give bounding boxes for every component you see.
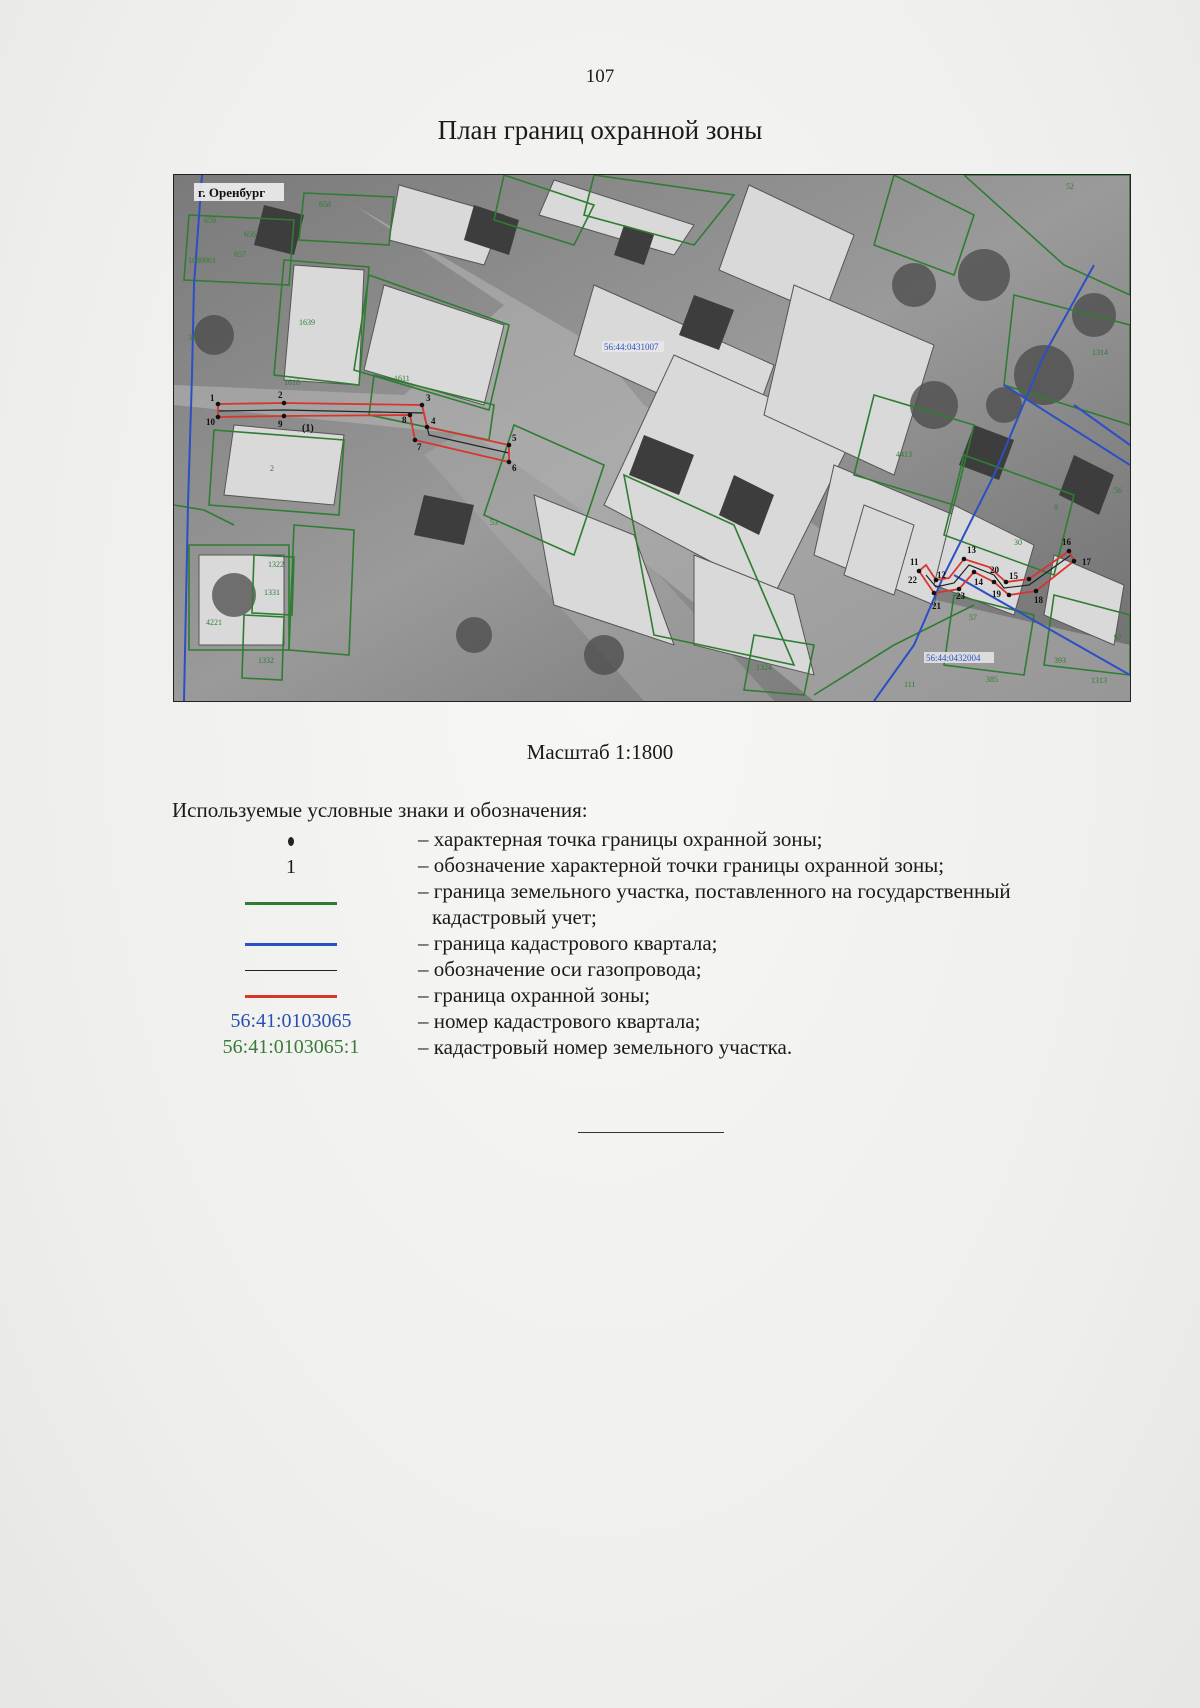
legend-symbol-parcel-number (200, 1034, 382, 1060)
point-label: 19 (992, 589, 1001, 599)
quarter-label: 56:44:0432004 (926, 653, 981, 663)
legend-description-parcel-number: – кадастровый номер земельного участка. (418, 1035, 793, 1059)
legend-description-line-1: – граница земельного участка, поставленного на государственный (418, 879, 1011, 903)
legend-description-zone-boundary: – граница охранной зоны; (418, 983, 651, 1007)
legend-point-number: 1 (286, 855, 296, 878)
legend-quarter-number-sample: 56:41:0103065 (230, 1009, 352, 1032)
parcel-label: 57 (969, 613, 977, 622)
aerial-map-svg (174, 175, 1130, 701)
legend-description-quarter-number: – номер кадастрового квартала; (418, 1009, 701, 1033)
parcel-label: 659 (204, 216, 216, 225)
legend-description-quarter-boundary: – граница кадастрового квартала; (418, 931, 718, 955)
point-label: 4 (431, 416, 436, 426)
legend-parcel-number-sample: 56:41:0103065:1 (222, 1035, 360, 1058)
legend-description-point-label: – обозначение характерной точки границы охранной зоны; (418, 853, 945, 877)
point-label: 8 (402, 415, 407, 425)
parcel-label: 111 (904, 680, 916, 689)
parcel-label: 385 (986, 675, 998, 684)
quarter-label: 56:44:0431007 (604, 342, 659, 352)
point-label: 13 (967, 545, 976, 555)
parcel-label: 1639 (299, 318, 315, 327)
parcel-label: 97 (1114, 633, 1122, 642)
parcel-label: 38 (188, 333, 196, 342)
parcel-label: 1618 (284, 378, 300, 387)
black-line-icon (245, 970, 337, 971)
point-label: 15 (1009, 571, 1018, 581)
point-label: 23 (956, 591, 965, 601)
end-divider (578, 1132, 724, 1133)
point-label: 9 (278, 419, 283, 429)
point-label: 3 (426, 393, 431, 403)
parcel-label: 56 (1114, 486, 1122, 495)
city-label: г. Оренбург (198, 185, 266, 200)
parcel-label: 4221 (206, 618, 222, 627)
parcel-label: 1324 (756, 663, 772, 672)
point-label: 10 (206, 417, 215, 427)
point-label: 18 (1034, 595, 1043, 605)
parcel-label: 1080961 (188, 256, 216, 265)
legend-description-parcel-boundary (418, 878, 1118, 930)
parcel-label: 658 (319, 200, 331, 209)
legend-symbol-pipeline-axis (200, 957, 382, 983)
parcel-label: 1611 (394, 374, 410, 383)
point-label: 7 (417, 442, 422, 452)
page-title: План границ охранной зоны (437, 115, 763, 145)
point-label: 6 (512, 463, 517, 473)
parcel-label: 1314 (1092, 348, 1108, 357)
parcel-label: 1332 (258, 656, 274, 665)
point-label: 17 (1082, 557, 1091, 567)
legend-heading: Используемые условные знаки и обозначения: (172, 798, 588, 822)
legend-description-line-2: кадастровый учет; (432, 905, 597, 929)
point-label: 11 (910, 557, 919, 567)
point-label: 2 (278, 390, 283, 400)
parcel-label: 1313 (1091, 676, 1107, 685)
point-label: 21 (932, 601, 941, 611)
legend-description-pipeline-axis: – обозначение оси газопровода; (418, 957, 702, 981)
legend-symbol-quarter-number (200, 1008, 382, 1034)
point-label: 16 (1062, 537, 1071, 547)
point-label: 1 (210, 393, 215, 403)
point-marker-icon (288, 837, 294, 846)
point-label: 22 (908, 575, 917, 585)
legend-description-point: – характерная точка границы охранной зоны; (418, 827, 823, 851)
legend-symbol-zone-boundary (200, 983, 382, 1009)
legend-symbol-parcel-boundary (200, 890, 382, 916)
parcel-label: 656 (244, 230, 256, 239)
point-label: 20 (990, 565, 999, 575)
parcel-label: 393 (1054, 656, 1066, 665)
parcel-label: 657 (234, 250, 246, 259)
parcel-label: 30 (1014, 538, 1022, 547)
point-label: 5 (512, 433, 517, 443)
protection-zone-map (173, 174, 1131, 702)
parcel-label: 52 (1066, 182, 1074, 191)
parcel-label: 1322 (268, 560, 284, 569)
legend-symbol-point-label (200, 854, 382, 880)
page-number: 107 (585, 66, 615, 87)
parcel-label: 2 (270, 464, 274, 473)
map-scale: Масштаб 1:1800 (526, 740, 674, 764)
parcel-label: 9 (1054, 503, 1058, 512)
legend-symbol-quarter-boundary (200, 931, 382, 957)
parcel-label: 1331 (264, 588, 280, 597)
red-line-icon (245, 995, 337, 998)
green-line-icon (245, 902, 337, 905)
point-label: 14 (974, 577, 983, 587)
parcel-label: 4413 (896, 450, 912, 459)
parcel-label: 53 (490, 518, 498, 527)
zone-number-label: (1) (302, 423, 314, 434)
legend-symbol-point (200, 828, 382, 854)
point-label: 12 (937, 570, 946, 580)
blue-line-icon (245, 943, 337, 946)
